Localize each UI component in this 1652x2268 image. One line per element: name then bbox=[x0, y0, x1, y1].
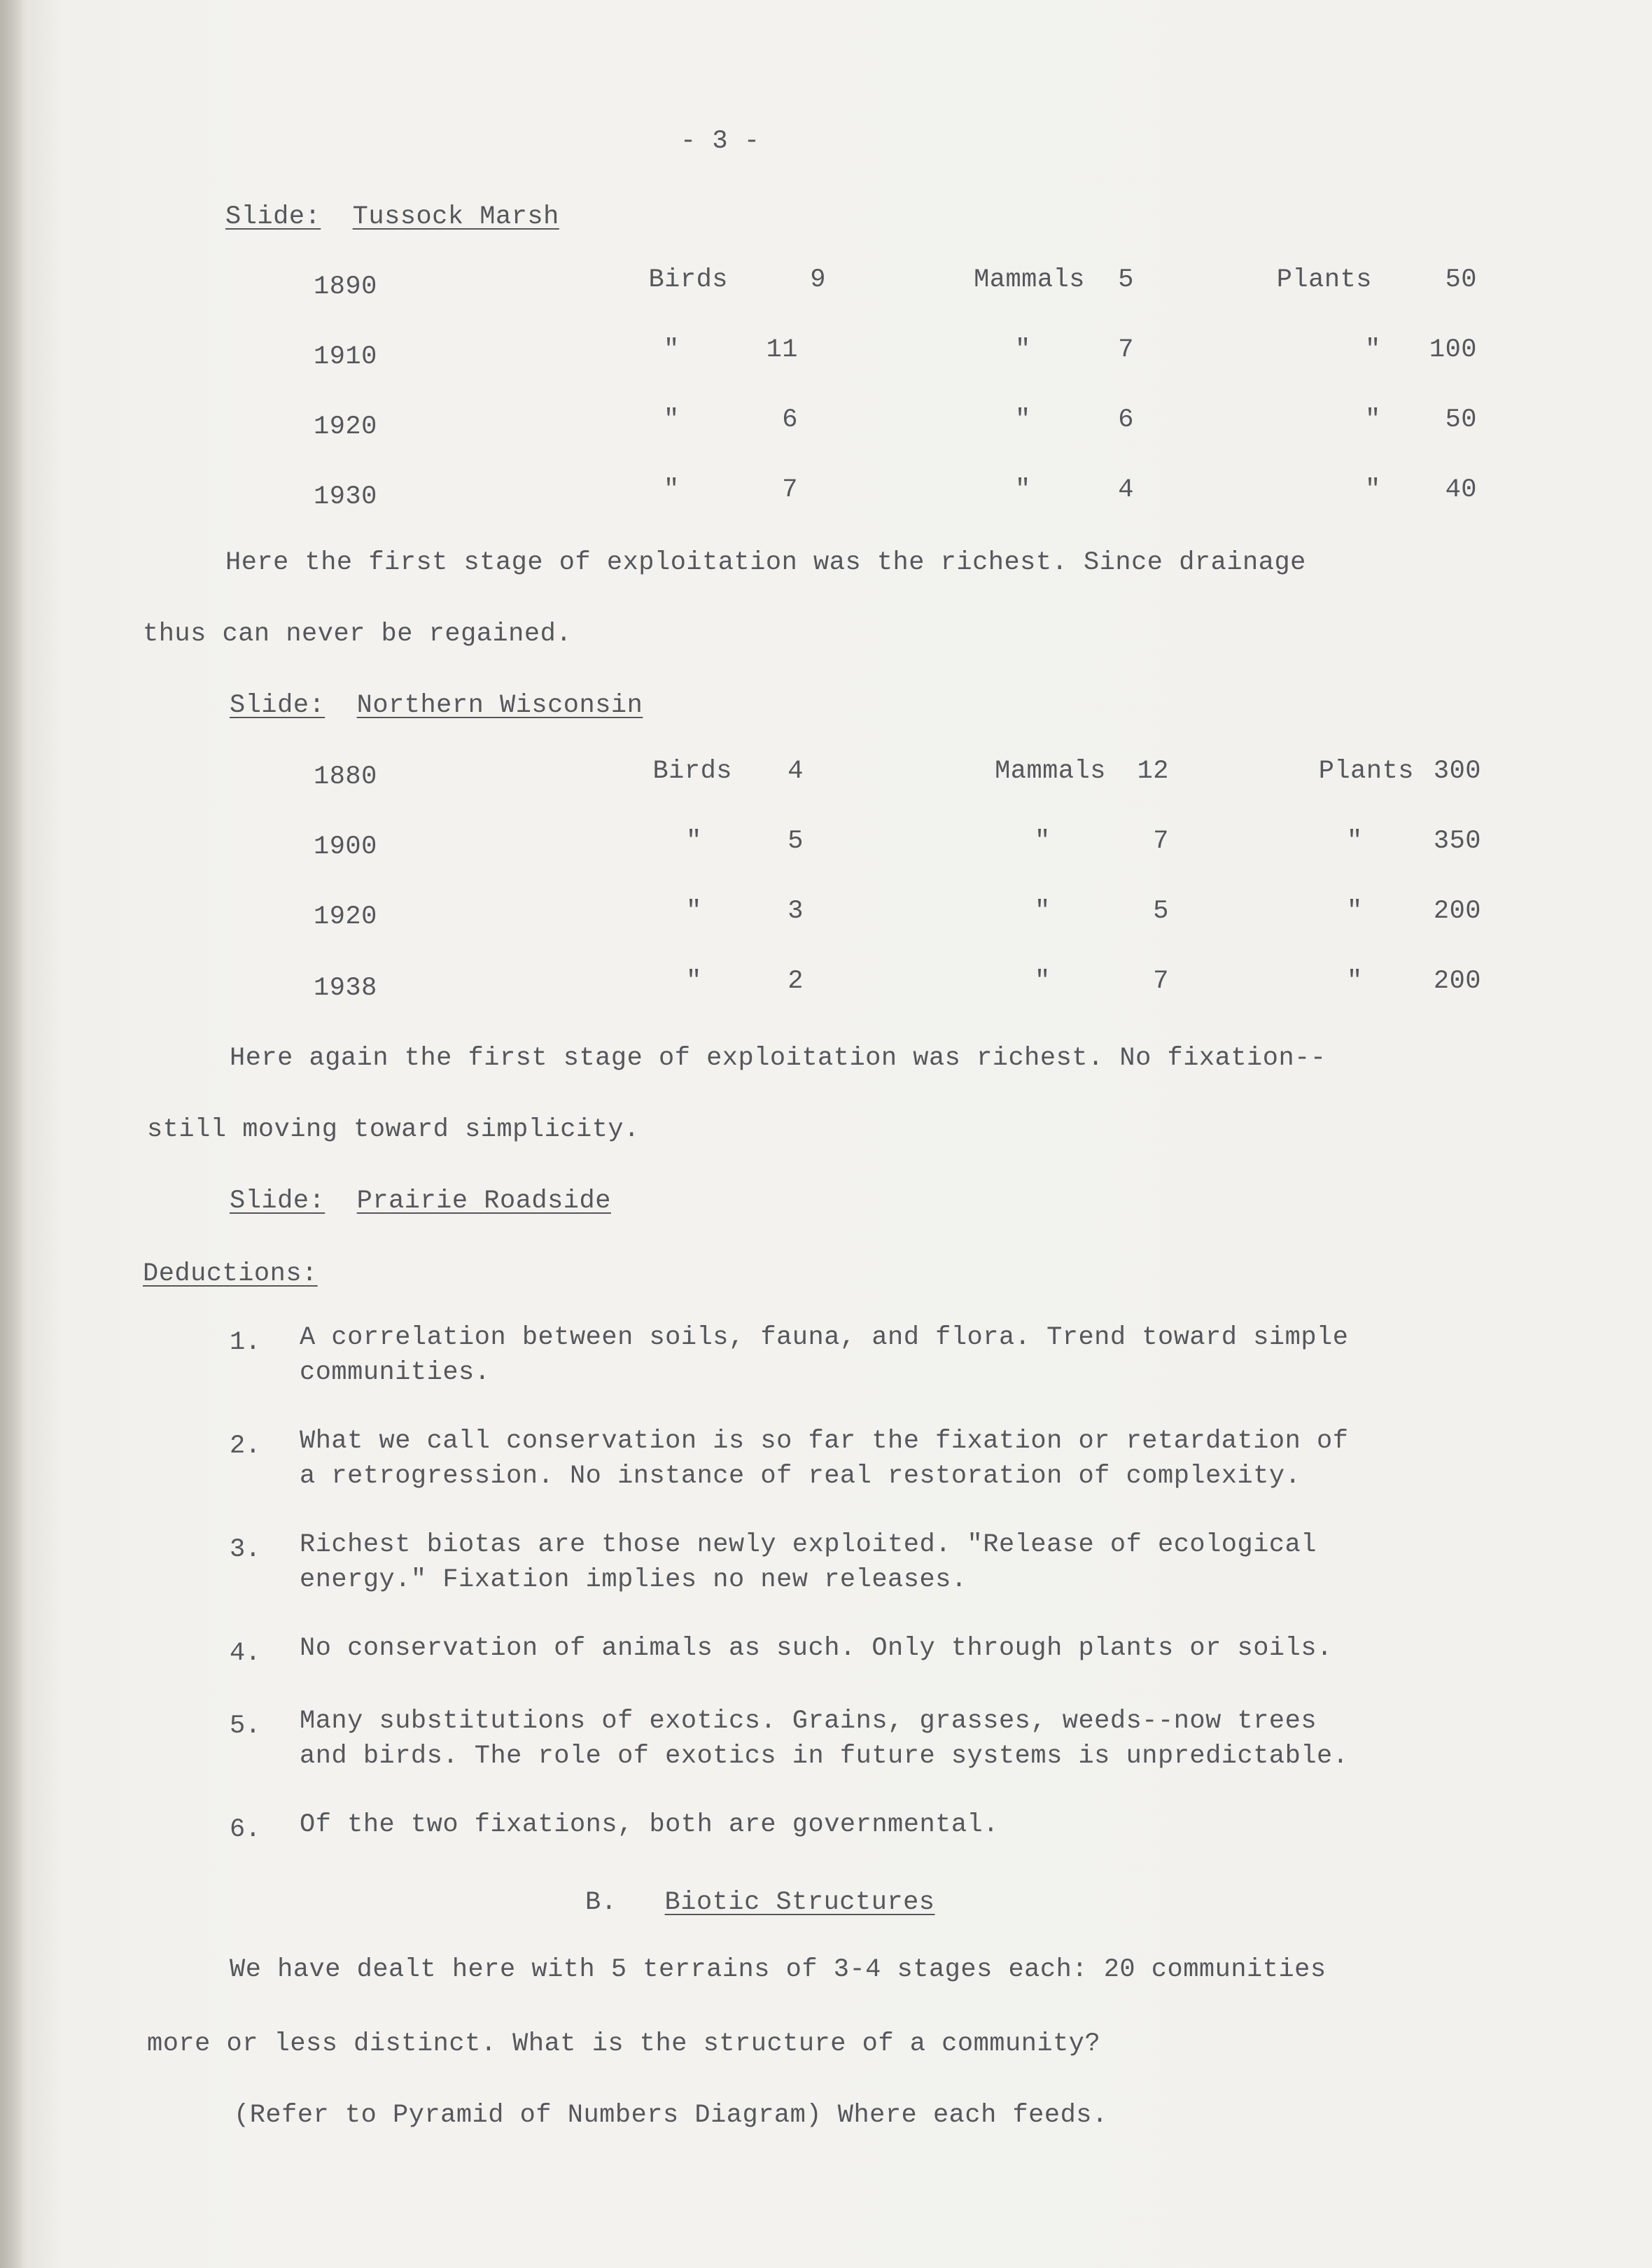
northern-wisconsin-note-line1: Here again the first stage of exploitation was richest. No fixation-- bbox=[230, 1044, 1326, 1073]
section-b-line1: We have dealt here with 5 terrains of 3-4 stages each: 20 communities bbox=[230, 1955, 1326, 1984]
table-birds-value: 4 bbox=[788, 757, 804, 786]
list-item-number: 2. bbox=[230, 1432, 261, 1461]
list-item: Of the two fixations, both are governmental. bbox=[300, 1810, 999, 1840]
deductions-heading: Deductions: bbox=[143, 1259, 318, 1289]
slide-name: Tussock Marsh bbox=[352, 202, 559, 232]
list-item: Many substitutions of exotics. Grains, grasses, weeds--now trees and birds. The role of exotics in future systems is unpredictable. bbox=[300, 1707, 1349, 1771]
table-year: 1880 bbox=[314, 762, 377, 792]
table-plants-value: 300 bbox=[1433, 757, 1481, 786]
list-item-number: 6. bbox=[230, 1815, 261, 1844]
list-item: A correlation between soils, fauna, and flora. Trend toward simple communities. bbox=[300, 1323, 1349, 1387]
table-mammals-label: " bbox=[1015, 475, 1031, 505]
table-mammals-value: 5 bbox=[1118, 265, 1134, 295]
table-mammals-label: " bbox=[1015, 405, 1031, 435]
list-item: No conservation of animals as such. Only through plants or soils. bbox=[300, 1634, 1333, 1663]
page-edge-shadow bbox=[0, 0, 24, 2268]
table-mammals-label: " bbox=[1035, 967, 1051, 996]
table-plants-value: 50 bbox=[1445, 405, 1477, 435]
table-plants-value: 100 bbox=[1429, 335, 1477, 365]
section-b-line3: (Refer to Pyramid of Numbers Diagram) Where each feeds. bbox=[234, 2101, 1108, 2130]
table-year: 1900 bbox=[314, 832, 377, 862]
slide-label: Slide: bbox=[230, 1186, 326, 1216]
table-birds-value: 2 bbox=[788, 967, 804, 996]
section-b-line2: more or less distinct. What is the structure of a community? bbox=[147, 2029, 1101, 2059]
table-birds-label: " bbox=[686, 827, 702, 856]
table-birds-value: 11 bbox=[766, 335, 798, 365]
table-year: 1910 bbox=[314, 342, 377, 372]
table-plants-value: 200 bbox=[1433, 897, 1481, 926]
table-mammals-label: Mammals bbox=[995, 757, 1106, 786]
list-item-number: 5. bbox=[230, 1712, 261, 1741]
table-mammals-value: 7 bbox=[1153, 967, 1169, 996]
table-plants-value: 350 bbox=[1433, 827, 1481, 856]
table-mammals-label: Mammals bbox=[974, 265, 1085, 295]
tussock-marsh-note-line1: Here the first stage of exploitation was the richest. Since drainage bbox=[225, 548, 1306, 578]
table-mammals-value: 7 bbox=[1153, 827, 1169, 856]
table-birds-value: 3 bbox=[788, 897, 804, 926]
table-year: 1930 bbox=[314, 482, 377, 512]
table-birds-label: Birds bbox=[652, 757, 732, 786]
table-plants-label: " bbox=[1365, 405, 1381, 435]
slide-label: Slide: bbox=[230, 691, 326, 720]
table-plants-label: " bbox=[1365, 335, 1381, 365]
table-mammals-value: 5 bbox=[1153, 897, 1169, 926]
section-b-heading: B. Biotic Structures bbox=[585, 1888, 935, 1917]
table-birds-value: 6 bbox=[782, 405, 798, 435]
table-birds-value: 9 bbox=[810, 265, 826, 295]
table-birds-value: 7 bbox=[782, 475, 798, 505]
table-year: 1890 bbox=[314, 272, 377, 302]
table-plants-label: " bbox=[1347, 827, 1363, 856]
table-plants-label: Plants bbox=[1276, 265, 1372, 295]
table-plants-label: " bbox=[1347, 897, 1363, 926]
table-birds-label: " bbox=[664, 475, 680, 505]
table-birds-label: " bbox=[686, 967, 702, 996]
list-item: Richest biotas are those newly exploited. "Release of ecological energy." Fixation implies no new releases. bbox=[300, 1530, 1317, 1595]
tussock-marsh-note-line2: thus can never be regained. bbox=[143, 620, 572, 649]
table-year: 1938 bbox=[314, 974, 377, 1003]
table-mammals-label: " bbox=[1035, 827, 1051, 856]
table-plants-label: Plants bbox=[1318, 757, 1414, 786]
list-item-number: 3. bbox=[230, 1535, 261, 1564]
table-birds-value: 5 bbox=[788, 827, 804, 856]
table-year: 1920 bbox=[314, 902, 377, 932]
northern-wisconsin-note-line2: still moving toward simplicity. bbox=[147, 1115, 640, 1144]
table-year: 1920 bbox=[314, 412, 377, 442]
table-birds-label: " bbox=[686, 897, 702, 926]
table-plants-value: 40 bbox=[1445, 475, 1477, 505]
slide-label: Slide: bbox=[225, 202, 321, 232]
slide-name: Northern Wisconsin bbox=[356, 691, 643, 720]
table-mammals-value: 12 bbox=[1137, 757, 1169, 786]
table-mammals-value: 4 bbox=[1118, 475, 1134, 505]
table-birds-label: " bbox=[664, 405, 680, 435]
slide-title-northern-wisconsin bbox=[230, 693, 643, 719]
table-mammals-label: " bbox=[1035, 897, 1051, 926]
list-item-number: 4. bbox=[230, 1639, 261, 1668]
table-plants-label: " bbox=[1347, 967, 1363, 996]
list-item: What we call conservation is so far the fixation or retardation of a retrogression. No instance of real restoration of complexity. bbox=[300, 1427, 1349, 1491]
slide-title-prairie-roadside bbox=[230, 1186, 611, 1216]
table-plants-value: 200 bbox=[1433, 967, 1481, 996]
table-birds-label: Birds bbox=[648, 265, 728, 295]
slide-title-tussock-marsh bbox=[225, 204, 559, 230]
page-number: - 3 - bbox=[680, 127, 760, 156]
table-plants-label: " bbox=[1365, 475, 1381, 505]
table-mammals-value: 6 bbox=[1118, 405, 1134, 435]
list-item-number: 1. bbox=[230, 1328, 261, 1357]
table-mammals-value: 7 bbox=[1118, 335, 1134, 365]
table-birds-label: " bbox=[664, 335, 680, 365]
table-mammals-label: " bbox=[1015, 335, 1031, 365]
slide-name: Prairie Roadside bbox=[356, 1186, 611, 1216]
table-plants-value: 50 bbox=[1445, 265, 1477, 295]
